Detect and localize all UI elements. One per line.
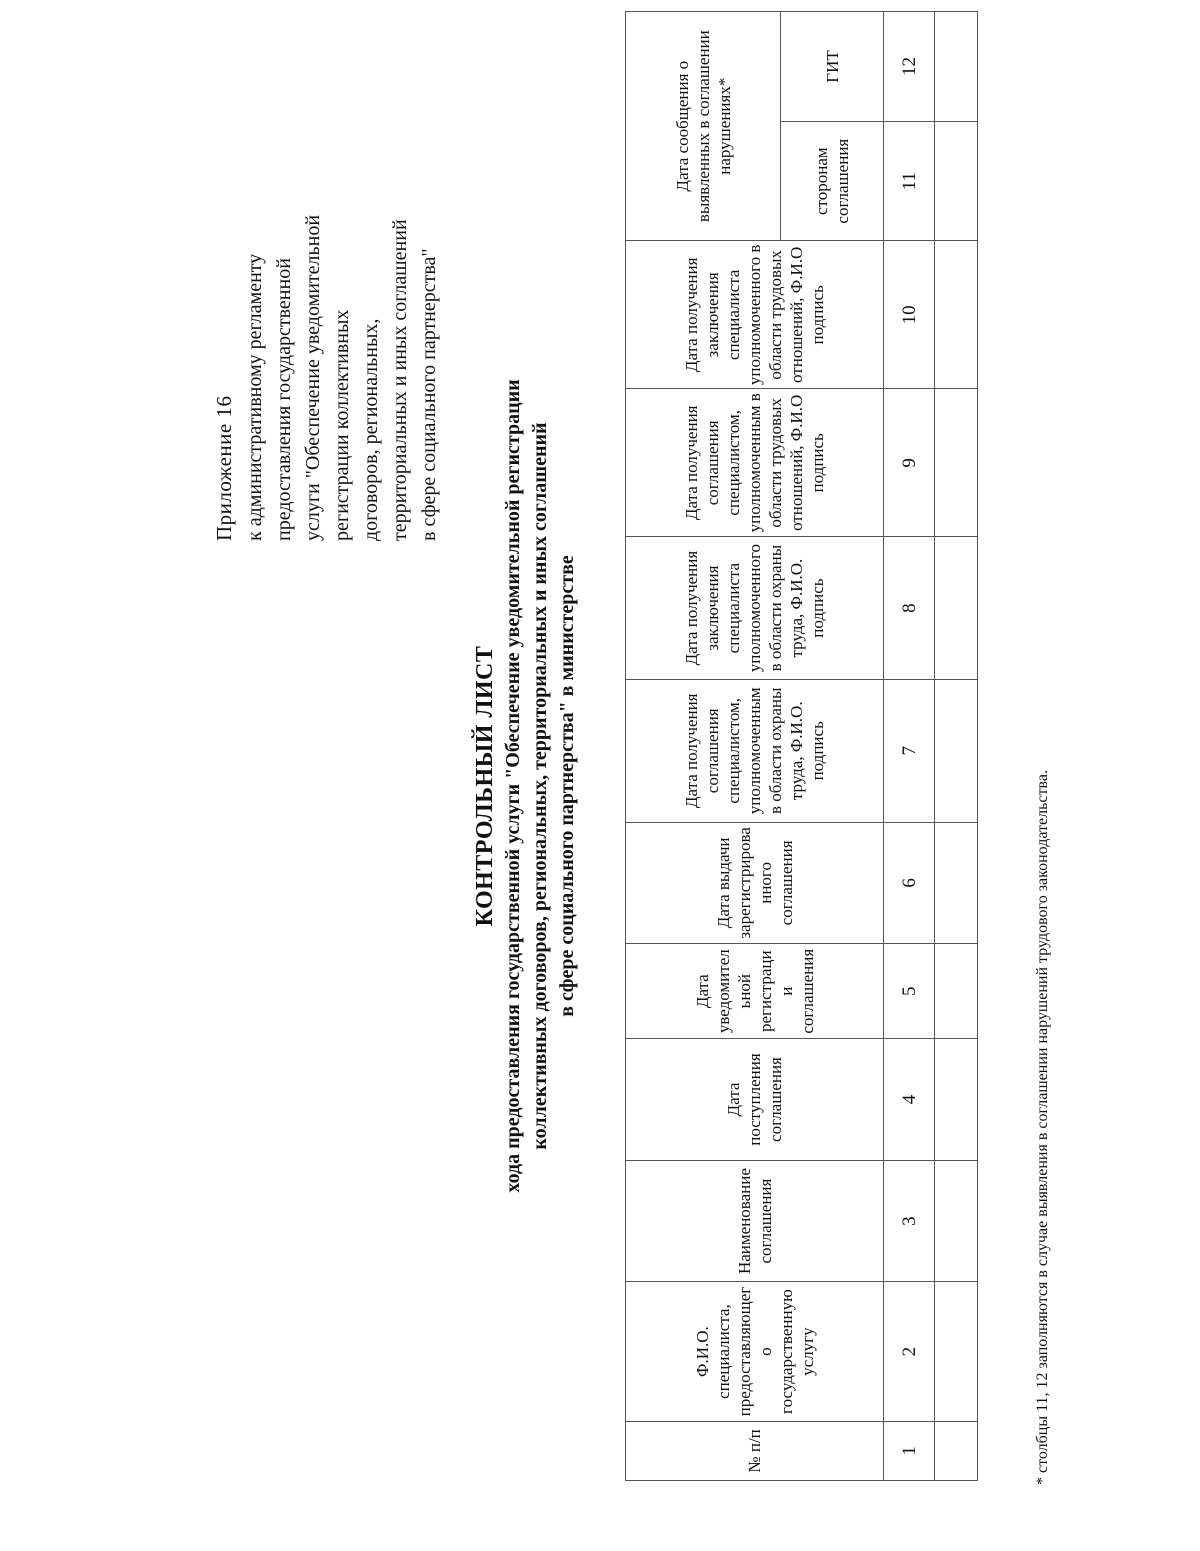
column-number: 1 (884, 1421, 935, 1480)
appendix-line: регистрации коллективных (331, 309, 353, 541)
document-subtitle-line: коллективных договоров, региональных, территориальных и иных соглашений (529, 422, 551, 1150)
appendix-title: Приложение 16 (212, 395, 236, 541)
column-header: № п/п (626, 1421, 884, 1480)
document-title-block (470, 121, 581, 1451)
appendix-line: предоставления государственной (273, 258, 295, 541)
appendix-line: территориальных и иных соглашений (389, 219, 411, 541)
document-subtitle-line: хода предоставления государственной услуги "Обеспечение уведомительной регистрации (502, 379, 524, 1193)
sub-column-header: ГИТ (781, 12, 884, 122)
empty-cell (935, 822, 978, 944)
empty-cell (935, 389, 978, 537)
column-header: Дата получения заключения специалиста уполномоченного в области трудовых отношений, Ф.И.О подпись (626, 241, 884, 389)
column-number: 9 (884, 389, 935, 537)
table-row-empty (935, 12, 978, 1481)
column-number: 10 (884, 241, 935, 389)
empty-cell (935, 1039, 978, 1161)
column-header: Дата получения соглашения специалистом, уполномоченным в области трудовых отношений, Ф.И.О подпись (626, 389, 884, 537)
footnote: * столбцы 11, 12 заполняются в случае выявления в соглашении нарушений трудового законодательства. (1034, 770, 1051, 1485)
empty-cell (935, 121, 978, 240)
column-header: Дата уведомительной регистрации соглашения (626, 944, 884, 1039)
column-header: Ф.И.О. специалиста, предоставляющего государственную услугу (626, 1282, 884, 1422)
appendix-line: в сфере социального партнерства" (418, 248, 440, 541)
column-header: Наименование соглашения (626, 1160, 884, 1282)
document-title: КОНТРОЛЬНЫЙ ЛИСТ (472, 645, 498, 927)
column-header: Дата поступления соглашения (626, 1039, 884, 1161)
empty-cell (935, 1160, 978, 1282)
empty-cell (935, 241, 978, 389)
empty-cell (935, 944, 978, 1039)
column-number: 4 (884, 1039, 935, 1161)
appendix-line: договоров, региональных, (360, 318, 382, 541)
column-number: 12 (884, 12, 935, 122)
column-header: Дата получения заключения специалиста уполномоченного в области охраны труда, Ф.И.О. подпись (626, 537, 884, 680)
column-header: Дата выдачи зарегистрированного соглашения (626, 822, 884, 944)
table-header-row (626, 12, 781, 1481)
empty-cell (935, 1282, 978, 1422)
empty-cell (935, 679, 978, 822)
column-number: 3 (884, 1160, 935, 1282)
column-header: Дата получения соглашения специалистом, уполномоченным в области охраны труда, Ф.И.О. подпись (626, 679, 884, 822)
empty-cell (935, 537, 978, 680)
empty-cell (935, 1421, 978, 1480)
column-number: 2 (884, 1282, 935, 1422)
column-number: 6 (884, 822, 935, 944)
column-number: 7 (884, 679, 935, 822)
empty-cell (935, 12, 978, 122)
column-number: 11 (884, 121, 935, 240)
appendix-line: услуги "Обеспечение уведомительной (302, 214, 324, 541)
column-number: 5 (884, 944, 935, 1039)
column-number-row (884, 12, 935, 1481)
document-subtitle-line: в сфере социального партнерства" в министерстве (556, 555, 578, 1017)
column-number: 8 (884, 537, 935, 680)
appendix-line: к административному регламенту (244, 253, 266, 541)
sub-column-header: сторонам соглашения (781, 121, 884, 240)
appendix-block (210, 71, 444, 541)
checklist-table (625, 11, 978, 1481)
group-column-header: Дата сообщения о выявленных в соглашении нарушениях* (626, 12, 781, 241)
